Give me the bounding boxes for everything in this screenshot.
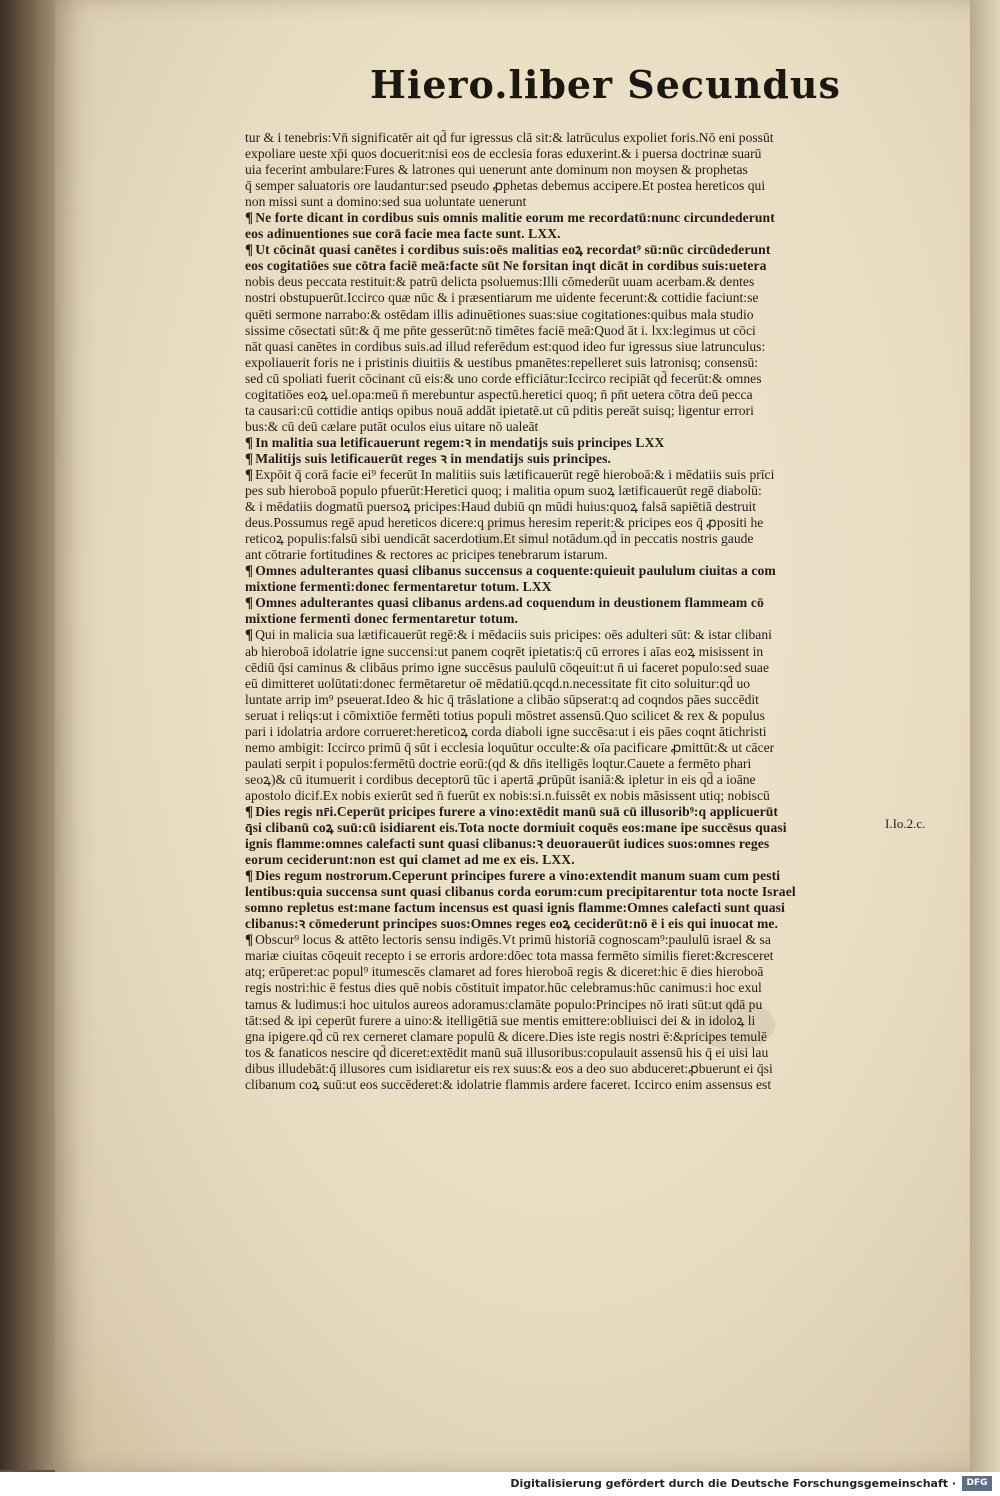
text-line-content: non missi sunt a domino:sed sua uoluntate uenerunt bbox=[245, 194, 527, 210]
text-line bbox=[245, 563, 885, 579]
text-line-content: pes sub hieroboā populo pfuerūt:Heretici quoq; i malitia opum suoꝝ lætificauerūt regē diabolū: bbox=[245, 483, 762, 499]
text-line bbox=[245, 323, 885, 339]
text-line bbox=[245, 660, 885, 676]
text-line bbox=[245, 242, 885, 258]
text-line bbox=[245, 772, 885, 788]
text-line-content: Dies regum nostrorum.Ceperunt principes furere a vino:extendit manum suam cum pesti bbox=[255, 868, 781, 884]
text-line-content: Obscur⁹ locus & attēto lectoris sensu indigēs.Vt primū historiā cognoscam⁹:paululū israel & sa bbox=[255, 932, 771, 948]
text-line bbox=[245, 804, 885, 820]
text-line-content: somno repletus est:mane factum incensus est quasi ignis flamme:Omnes calefacti sunt quasi bbox=[245, 900, 785, 916]
text-line bbox=[245, 788, 885, 804]
text-line bbox=[245, 1061, 885, 1077]
text-line-content: atq; erūperet:ac popul⁹ itumescēs clamaret ad fores hieroboā regis & diceret:hic ē dies hieroboā bbox=[245, 964, 764, 980]
text-line bbox=[245, 515, 885, 531]
text-line bbox=[245, 371, 885, 387]
text-line-content: expoliauerit foris ne i pristinis diuitiis & uestibus pmanētes:repelleret suis latronisq; consensū: bbox=[245, 354, 759, 370]
text-line-content: lentibus:quia succensa sunt quasi clibanus corda eorum:cum precipitarentur tota nocte Israel bbox=[245, 884, 796, 900]
text-line bbox=[245, 980, 885, 996]
text-line-content: regis nostri:hic ē festus dies quē nobis cōstituit impator.hūc celebramus:hūc canimus:i hoc exul bbox=[245, 980, 762, 996]
text-line bbox=[245, 194, 885, 210]
text-line bbox=[245, 467, 885, 483]
text-line bbox=[245, 692, 885, 708]
text-line bbox=[245, 483, 885, 499]
text-line-content: reticoꝝ populis:falsū sibi uendicāt sacerdotium.Et simul notādum.qd̄ in peccatis nostris gaude bbox=[245, 531, 754, 547]
text-line-content: gna ipigere.qd̄ cū rex cerneret clamare populū & dicere.Dies iste regis nostri ē:&pricipes temulē bbox=[245, 1028, 768, 1044]
text-line-content: dibus illudebāt:q̄ illusores cum isidiaretur eis rex suus:& eos a deo suo abduceret:ꝓbuerunt ei q̄si bbox=[245, 1060, 773, 1076]
text-line bbox=[245, 820, 885, 836]
text-line-content: In malitia sua letificauerunt regem:ꝛ in mendatijs suis principes LXX bbox=[255, 434, 665, 450]
text-line bbox=[245, 419, 885, 435]
text-line bbox=[245, 210, 885, 226]
text-line bbox=[245, 708, 885, 724]
text-line bbox=[245, 884, 885, 900]
text-line-content: eorum ceciderunt:non est qui clamet ad me ex eis. LXX. bbox=[245, 852, 575, 868]
text-line bbox=[245, 644, 885, 660]
text-line bbox=[245, 451, 885, 467]
text-line bbox=[245, 307, 885, 323]
text-line-content: q̄ semper saluatoris ore laudantur:sed pseudo ꝓphetas debemus accipere.Et postea hereticos qui bbox=[245, 178, 766, 194]
text-line bbox=[245, 579, 885, 595]
text-line-content: expoliare ueste xp̄i quos docuerit:nisi eos de ecclesia foras eduxerint.& i puersa doctrinæ suarū bbox=[245, 146, 762, 162]
text-line bbox=[245, 595, 885, 611]
text-line bbox=[245, 900, 885, 916]
text-line bbox=[245, 339, 885, 355]
paragraph-mark-icon: ¶ bbox=[245, 627, 254, 644]
paragraph-mark-icon: ¶ bbox=[245, 932, 254, 949]
text-line-content: Malitijs suis letificauerūt reges ꝛ in mendatijs suis principes. bbox=[255, 450, 612, 466]
text-line-content: cogitatiōes eoꝝ uel.opa:meū n̄ merebuntur aspectū.heretici quoq; n̄ pn̄t uetera cōtra deū pecca bbox=[245, 386, 753, 402]
text-line bbox=[245, 740, 885, 756]
text-line-content: tāt:sed & ipi ceperūt furere a uino:& itelligētiā sue mentis emittere:obliuisci dei & in idoloꝝ li bbox=[245, 1012, 756, 1028]
text-line-content: tamus & ludimus:i hoc uitulos aureos adoramus:clamāte populo:Principes nō irati sūt:ut qdā pu bbox=[245, 996, 763, 1012]
text-line-content: bus:& cū deū cælare putāt oculos eius uitare nō ualeāt bbox=[245, 418, 539, 434]
text-line-content: ta causari:cū cottidie antiqs opibus nouā addāt ipietatē.ut cū pditis pereāt suisq; ligentur errori bbox=[245, 402, 754, 418]
text-line bbox=[245, 948, 885, 964]
text-line-content: ab hieroboā idolatrie igne succensi:ut panem coqrēt ipietatis:q̄ cū errores i aīas eoꝝ misissent in bbox=[245, 643, 764, 659]
text-line-content: Qui in malicia sua lætificauerūt regē:& i mēdaciis suis pricipes: oēs adulteri sūt: & istar clibani bbox=[255, 627, 772, 643]
paragraph-mark-icon: ¶ bbox=[245, 563, 254, 580]
text-line-content: q̄si clibanū coꝝ suū:cū isidiarent eis.Tota nocte dormiuit coquēs eos:mane ipe succēsus quasi bbox=[245, 820, 787, 836]
text-line-content: eos adinuentiones sue corā facie mea facte sunt. LXX. bbox=[245, 226, 561, 242]
text-line bbox=[245, 627, 885, 643]
text-line bbox=[245, 355, 885, 371]
footer-credit: Digitalisierung gefördert durch die Deutsche Forschungsgemeinschaft · bbox=[510, 1477, 956, 1490]
paragraph-mark-icon: ¶ bbox=[245, 242, 254, 259]
text-line-content: nāt quasi canētes in cordibus suis.ad illud referēdum est:quod ideo fur igressus siue latrunculus: bbox=[245, 338, 766, 354]
text-line bbox=[245, 290, 885, 306]
text-line bbox=[245, 258, 885, 274]
text-line-content: paulati serpit i populos:fermētū doctrie eorū:(qd & dn̄s itelligēs loqtur.Cauete a fermēto phari bbox=[245, 755, 752, 771]
text-line bbox=[245, 1077, 885, 1093]
text-line bbox=[245, 531, 885, 547]
text-line bbox=[245, 178, 885, 194]
text-line-content: seoꝝ)& cū itumuerit i cordibus deceptorū tūc i apertā ꝓrūpūt isaniā:& ipletur in eis qd̄ a ioāne bbox=[245, 771, 756, 787]
paragraph-mark-icon: ¶ bbox=[245, 434, 254, 451]
text-line bbox=[245, 852, 885, 868]
text-line bbox=[245, 836, 885, 852]
text-line bbox=[245, 547, 885, 563]
text-line-content: mixtione fermenti:donec fermentaretur totum. LXX bbox=[245, 579, 552, 595]
page-header: Hiero.liber Secundus bbox=[370, 62, 841, 107]
text-line-content: cēdiū q̄si caminus & clibāus primo igne succēsus paululū cōqeuit:ut n̄ ui faceret populo:sed suae bbox=[245, 659, 769, 675]
text-line bbox=[245, 997, 885, 1013]
text-line-content: Dies regis nr̄i.Ceperūt pricipes furere a vino:extēdit manū suā cū illusorib⁹:q applicuerūt bbox=[255, 803, 779, 819]
text-line bbox=[245, 868, 885, 884]
text-line-content: nobis deus peccata restituit:& patrū delicta psoluemus:Illi cōmederūt uuam acerbam.& dentes bbox=[245, 274, 755, 290]
footer-bar bbox=[0, 1472, 1000, 1496]
text-line-content: ant cōtrarie fortitudines & rectores ac pricipes tenebrarum istarum. bbox=[245, 547, 608, 563]
text-line-content: nemo ambigit: Iccirco primū q̄ sūt i ecclesia loquūtur occulte:& oīa pacificare ꝓmittūt:& ut cācer bbox=[245, 739, 775, 755]
paragraph-mark-icon: ¶ bbox=[245, 868, 254, 885]
text-line-content: ignis flamme:omnes calefacti sunt quasi clibanus:ꝛ deuorauerūt iudices suos:omnes reges bbox=[245, 836, 770, 852]
text-line-content: Omnes adulterantes quasi clibanus succensus a coquente:quieuit paululum ciuitas a com bbox=[255, 563, 776, 579]
text-line-content: uia fecerint ambulare:Fures & latrones qui uenerunt ante dominum non moysen & prophetas bbox=[245, 162, 748, 178]
text-line-content: mixtione fermenti donec fermentaretur totum. bbox=[245, 611, 519, 627]
text-line-content: luntate arrip im⁹ pseuerat.Ideo & hic q̄ trāslatione a clibāo sūpserat:q ad coqndos pāes succēdit bbox=[245, 691, 759, 707]
text-line-content: Ne forte dicant in cordibus suis omnis malitie eorum me recordatū:nunc circundederunt bbox=[255, 210, 775, 226]
paragraph-mark-icon: ¶ bbox=[245, 450, 254, 467]
paragraph-mark-icon: ¶ bbox=[245, 595, 254, 612]
text-line-content: apostolo dicif.Ex nobis exierūt sed n̄ fuerūt ex nobis:si.n.fuissēt ex nobis māsissent utiq; nobiscū bbox=[245, 787, 770, 803]
main-text-block bbox=[245, 130, 885, 1093]
text-line-content: Expōit q̄ corā facie ei⁹ fecerūt In malitiis suis lætificauerūt regē hieroboā:& i mēdatiis suis prīci bbox=[255, 466, 775, 482]
text-line bbox=[245, 724, 885, 740]
text-line-content: Omnes adulterantes quasi clibanus ardens.ad coquendum in deustionem flammeam cō bbox=[255, 595, 764, 611]
text-line bbox=[245, 226, 885, 242]
paragraph-mark-icon: ¶ bbox=[245, 210, 254, 227]
text-line-content: seruat i reliqs:ut i cōmixtiōe ferměti totius populi mōstret assensū.Quo scilicet & rex & populus bbox=[245, 707, 765, 723]
text-line-content: sed cū spoliati fuerit cōcinant cū eis:& uno corde efficiātur:Iccirco recipiāt qd̄ fecerūt:& omnes bbox=[245, 370, 762, 386]
dfg-logo: DFG bbox=[962, 1476, 992, 1491]
text-line-content: Ut cōcināt quasi canētes i cordibus suis:oēs malitias eoꝝ recordat⁹ sū:nūc circūdederunt bbox=[255, 242, 771, 258]
text-line bbox=[245, 932, 885, 948]
paragraph-mark-icon: ¶ bbox=[245, 803, 254, 820]
text-line bbox=[245, 964, 885, 980]
text-line-content: mariæ ciuitas cōqeuit recepto i se erroris ardore:dōec tota massa fermēto similis fieret:&cresceret bbox=[245, 948, 774, 964]
text-line-content: sissime cōsectati sūt:& q̄ me pn̄te gesserūt:nō timētes faciē meā:Quod āt i. lxx:legimus ut cōci bbox=[245, 322, 756, 338]
text-line-content: clibanum coꝝ suū:ut eos succēderet:& idolatrie flammis ardere faceret. Iccirco enim assensus est bbox=[245, 1076, 772, 1092]
text-line-content: quēti sermone narrabo:& ostēdam illis adinuētiones suas:siue cogitationes:quibus mala studio bbox=[245, 306, 754, 322]
text-line bbox=[245, 756, 885, 772]
text-line-content: & i mēdatiis dogmatū puersoꝝ pricipes:Haud dubiū qn mūdi huius:quoꝝ falsā sapiētiā destruit bbox=[245, 499, 757, 515]
text-line-content: deus.Possumus regē apud hereticos dicere:q primus heresim reperit:& pricipes eos q̄ ꝓpositi he bbox=[245, 515, 764, 531]
text-line bbox=[245, 611, 885, 627]
text-line bbox=[245, 676, 885, 692]
text-line bbox=[245, 435, 885, 451]
text-line-content: tur & i tenebris:Vn̄ significatēr ait qd̄ fur igressus clā sit:& latrūculus expoliet foris.Nō eni possūt bbox=[245, 130, 774, 145]
text-line bbox=[245, 403, 885, 419]
text-line bbox=[245, 162, 885, 178]
margin-note: I.Io.2.c. bbox=[885, 816, 926, 831]
text-line bbox=[245, 130, 885, 146]
text-line-content: eū dimitteret uolūtati:donec fermētaretur oē mēdatiū.qcqd.n.necessitate fit cito soluitur:qd̄ uo bbox=[245, 675, 751, 691]
text-line bbox=[245, 387, 885, 403]
next-page-edge bbox=[970, 0, 1000, 1472]
text-line-content: nostri obstupuerūt.Iccirco quæ nūc & i præsentiarum me uidente fecerunt:& cottidie faciunt:se bbox=[245, 290, 759, 306]
text-line bbox=[245, 1013, 885, 1029]
text-line-content: eos cogitatiōes sue cōtra faciē meā:facte sūt Ne forsitan inqt dicāt in cordibus suis:uetera bbox=[245, 258, 767, 274]
text-line bbox=[245, 146, 885, 162]
text-line-content: clibanus:ꝛ cōmederunt principes suos:Omnes reges eoꝝ ceciderūt:nō ē i eis qui inuocat me. bbox=[245, 916, 779, 932]
text-line bbox=[245, 916, 885, 932]
text-line bbox=[245, 1045, 885, 1061]
text-line-content: tos & fanaticos nescire qd̄ diceret:extēdit manū suā illusoribus:copulauit assensū his q̄ ei uisi lau bbox=[245, 1044, 769, 1060]
text-line bbox=[245, 274, 885, 290]
text-line bbox=[245, 1029, 885, 1045]
text-line-content: pari i idolatria ardore corrueret:hereticoꝝ corda diaboli igne succēsa:ut i eis pāes coqnt ātichristi bbox=[245, 723, 767, 739]
text-line bbox=[245, 499, 885, 515]
paragraph-mark-icon: ¶ bbox=[245, 466, 254, 483]
